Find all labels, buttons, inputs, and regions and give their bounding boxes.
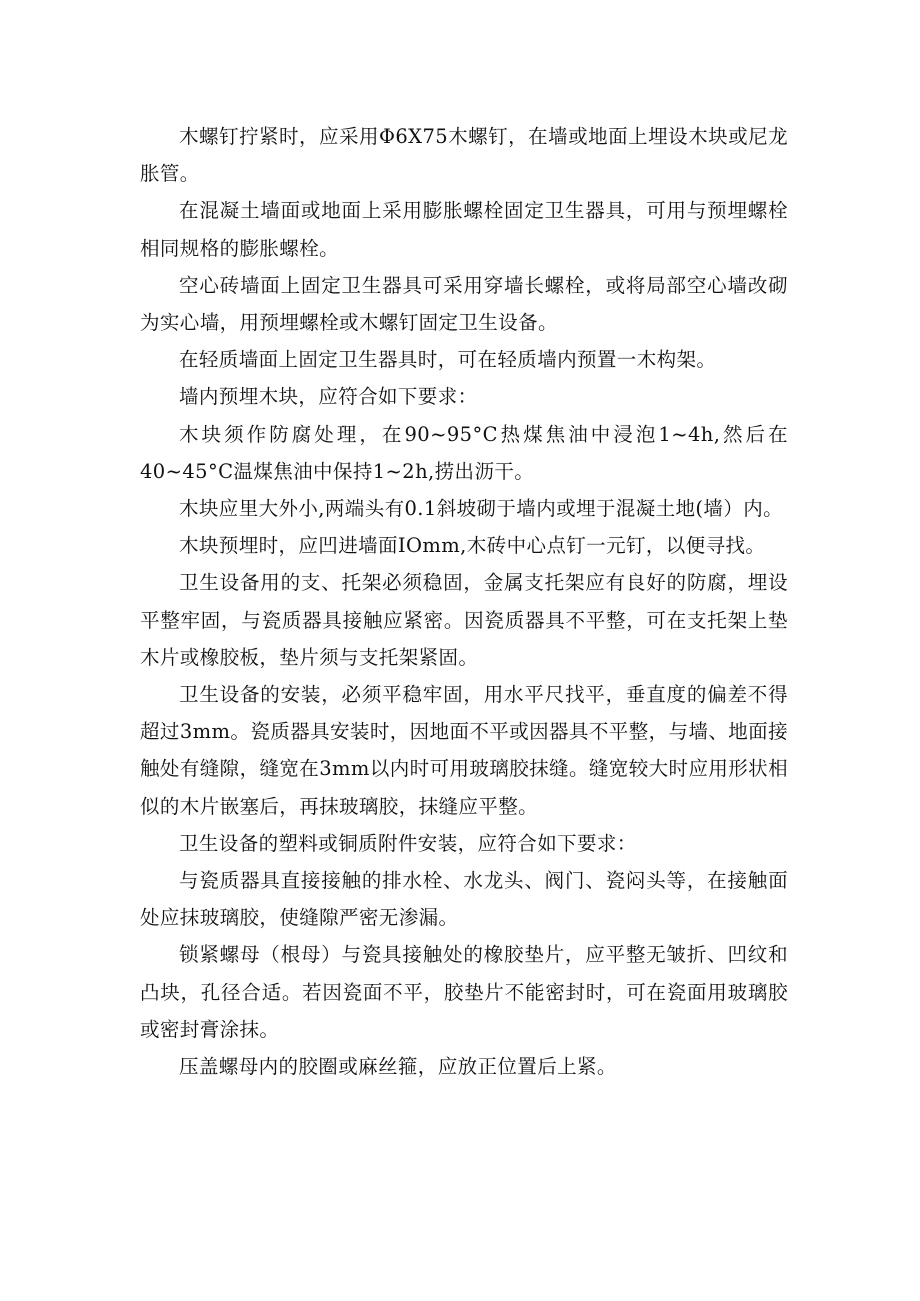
paragraph: 卫生设备的塑料或铜质附件安装，应符合如下要求： bbox=[179, 831, 637, 855]
paragraph: 木块应里大外小,两端头有0.1斜坡砌于墙内或埋于混凝土地(墙）内。 bbox=[179, 497, 784, 521]
paragraph: 卫生设备用的支、托架必须稳固，金属支托架应有良好的防腐，埋设平整牢固，与瓷质器具接触应紧密。因瓷质器具不平整，可在支托架上垫木片或橡胶板，垫片须与支托架紧固。 bbox=[140, 571, 788, 669]
paragraph: 木螺钉拧紧时，应采用Φ6X75木螺钉，在墙或地面上埋设木块或尼龙胀管。 bbox=[140, 125, 788, 186]
paragraph: 卫生设备的安装，必须平稳牢固，用水平尺找平，垂直度的偏差不得超过3mm。瓷质器具安装时，因地面不平或因器具不平整，与墙、地面接触处有缝隙，缝宽在3mm以内时可用玻璃胶抹缝。缝宽较大时应用形状相似的木片嵌塞后，再抹玻璃胶，抹缝应平整。 bbox=[140, 683, 788, 818]
paragraph: 木块须作防腐处理，在90~95°C热煤焦油中浸泡1~4h,然后在40~45°C温煤焦油中保持1~2h,捞出沥干。 bbox=[140, 422, 788, 483]
paragraph: 空心砖墙面上固定卫生器具可采用穿墙长螺栓，或将局部空心墙改砌为实心墙，用预埋螺栓或木螺钉固定卫生设备。 bbox=[140, 273, 788, 335]
paragraph: 压盖螺母内的胶圈或麻丝箍，应放正位置后上紧。 bbox=[179, 1055, 617, 1079]
paragraph: 木块预埋时，应凹进墙面IOmm,木砖中心点钉一元钉，以便寻找。 bbox=[179, 534, 766, 558]
paragraph: 墙内预埋木块，应符合如下要求： bbox=[179, 385, 478, 409]
paragraph: 在轻质墙面上固定卫生器具时，可在轻质墙内预置一木构架。 bbox=[179, 348, 717, 372]
document-body bbox=[140, 118, 788, 1085]
paragraph: 锁紧螺母（根母）与瓷具接触处的橡胶垫片，应平整无皱折、凹纹和凸块，孔径合适。若因瓷面不平，胶垫片不能密封时，可在瓷面用玻璃胶或密封膏涂抹。 bbox=[140, 943, 788, 1041]
paragraph: 在混凝土墙面或地面上采用膨胀螺栓固定卫生器具，可用与预埋螺栓相同规格的膨胀螺栓。 bbox=[140, 199, 788, 260]
paragraph: 与瓷质器具直接接触的排水栓、水龙头、阀门、瓷闷头等，在接触面处应抹玻璃胶，使缝隙严密无渗漏。 bbox=[140, 869, 788, 930]
